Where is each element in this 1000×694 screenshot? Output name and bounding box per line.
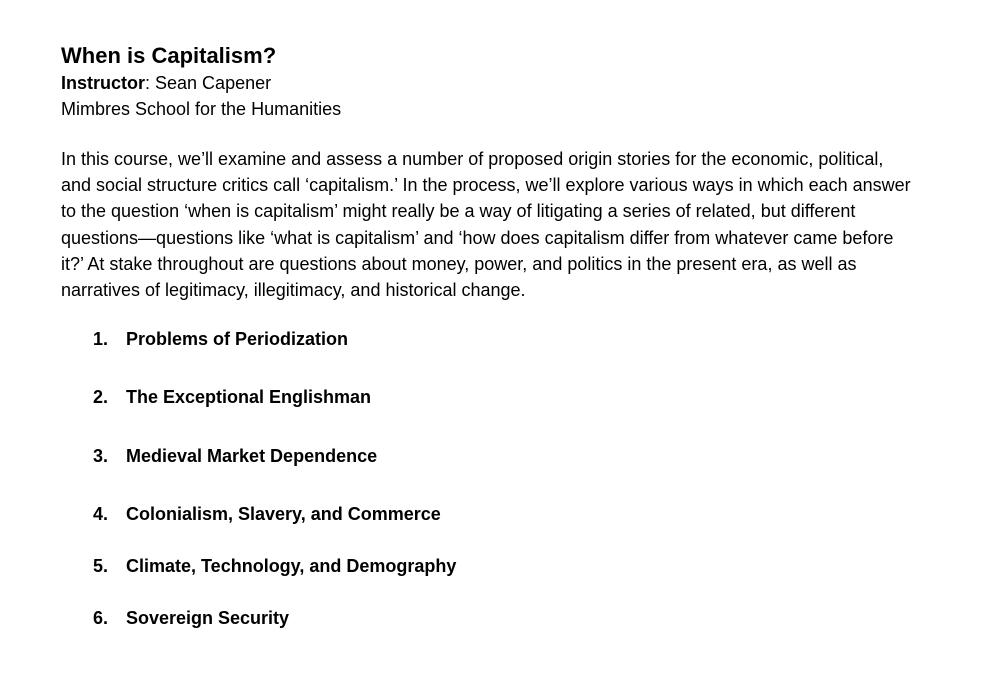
- topic-item: [61, 384, 1000, 410]
- topic-number: 3.: [93, 446, 109, 467]
- instructor-name: : Sean Capener: [145, 73, 272, 93]
- topic-item: [61, 605, 1000, 631]
- topic-item: [61, 326, 1000, 352]
- instructor-label: Instructor: [61, 73, 146, 93]
- instructor-line: [61, 70, 1000, 96]
- topic-item: [61, 553, 1000, 579]
- topic-title: The Exceptional Englishman: [126, 387, 372, 408]
- topic-title: Climate, Technology, and Demography: [126, 556, 457, 577]
- topic-number: 2.: [93, 387, 109, 408]
- topic-title: Medieval Market Dependence: [126, 446, 378, 467]
- topic-item: [61, 501, 1000, 527]
- course-title: When is Capitalism?: [61, 43, 277, 68]
- topic-title: Sovereign Security: [126, 608, 290, 629]
- topic-number: 5.: [93, 556, 109, 577]
- school-name: Mimbres School for the Humanities: [61, 99, 342, 119]
- topic-number: 1.: [93, 329, 109, 350]
- topic-title: Problems of Periodization: [126, 329, 349, 350]
- topic-title: Colonialism, Slavery, and Commerce: [126, 504, 441, 525]
- topic-item: [61, 443, 1000, 469]
- topic-list: [61, 326, 1000, 631]
- topic-number: 6.: [93, 608, 109, 629]
- topic-number: 4.: [93, 504, 109, 525]
- course-description: In this course, we’ll examine and assess a number of proposed origin stories for the economic, political, and social structure critics call ‘capitalism.’ In the process, we’ll explore various ways in which each answer to the question ‘when is capitalism’ might really be a way of litigating a series of related, but different questions—questions like ‘what is capitalism’ and ‘how does capitalism differ from whatever came before it?’ At stake throughout are questions about money, power, and politics in the present era, as well as narratives of legitimacy, illegitimacy, and historical change.: [61, 149, 911, 301]
